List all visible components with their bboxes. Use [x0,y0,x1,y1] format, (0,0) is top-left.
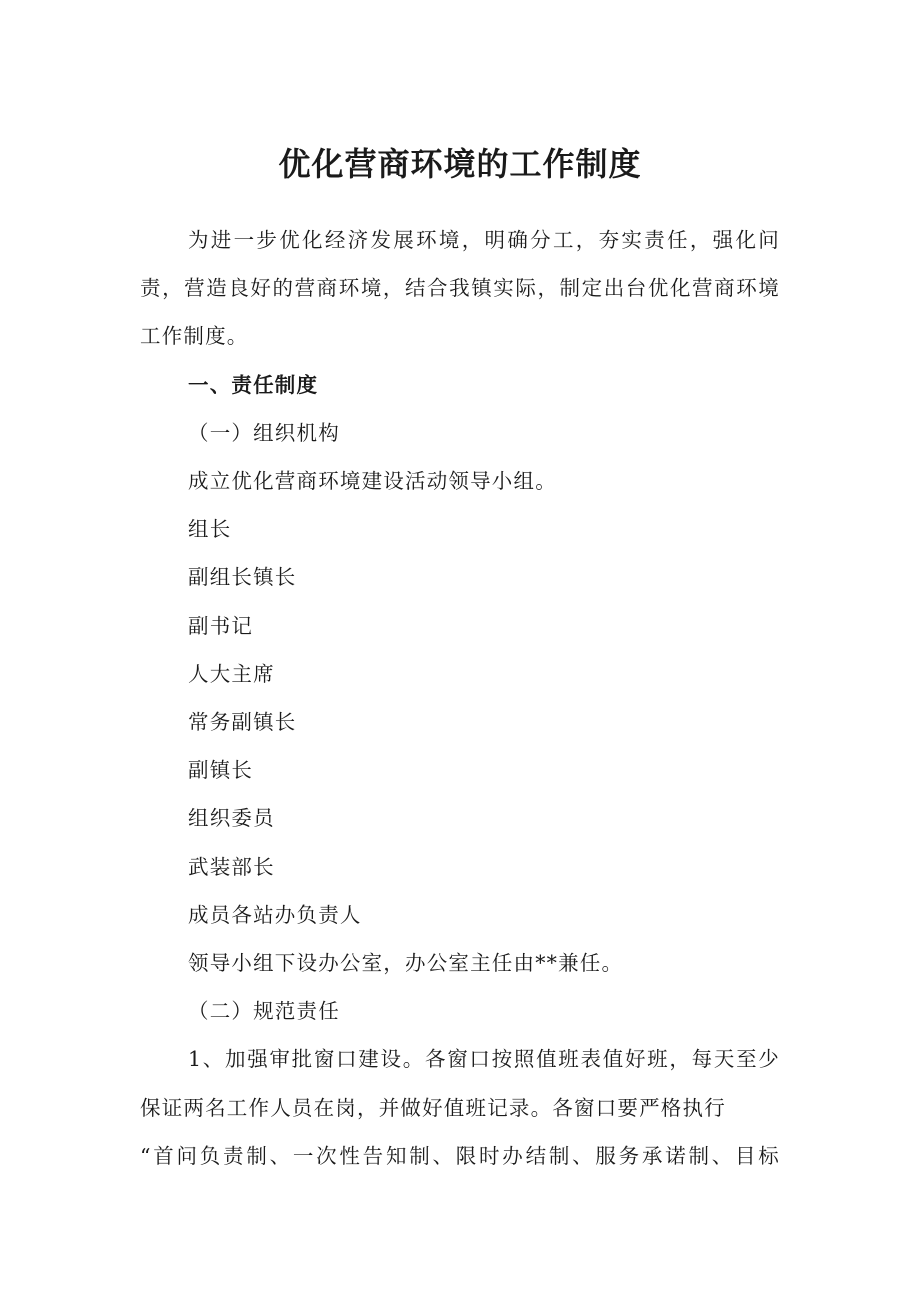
org-line: 副组长镇长 [188,565,297,590]
section-heading-responsibility: 一、责任制度 [188,372,319,397]
sub-heading-organization: （一）组织机构 [188,420,340,445]
org-line: 成立优化营商环境建设活动领导小组。 [188,469,557,494]
document-body [140,216,780,1180]
window-construction-paragraph-tail: “首问负责制、一次性告知制、限时办结制、服务承诺制、目标 [140,1143,780,1168]
org-line: 副镇长 [188,758,254,783]
org-line: 组长 [188,517,232,542]
sub-heading-standard-responsibility: （二）规范责任 [188,999,340,1024]
org-line: 副书记 [188,613,254,638]
intro-paragraph: 为进一步优化经济发展环境，明确分工，夯实责任，强化问责，营造良好的营商环境，结合我镇实际，制定出台优化营商环境工作制度。 [140,228,780,349]
org-line: 组织委员 [188,806,275,831]
org-line: 领导小组下设办公室，办公室主任由**兼任。 [188,951,624,976]
org-line: 武装部长 [188,854,275,879]
org-line: 人大主席 [188,661,275,686]
document-title: 优化营商环境的工作制度 [278,145,642,183]
org-line: 常务副镇长 [188,710,297,735]
org-line: 成员各站办负责人 [188,902,362,927]
window-construction-paragraph: 1、加强审批窗口建设。各窗口按照值班表值好班，每天至少保证两名工作人员在岗，并做好值班记录。各窗口要严格执行 [140,1047,780,1120]
